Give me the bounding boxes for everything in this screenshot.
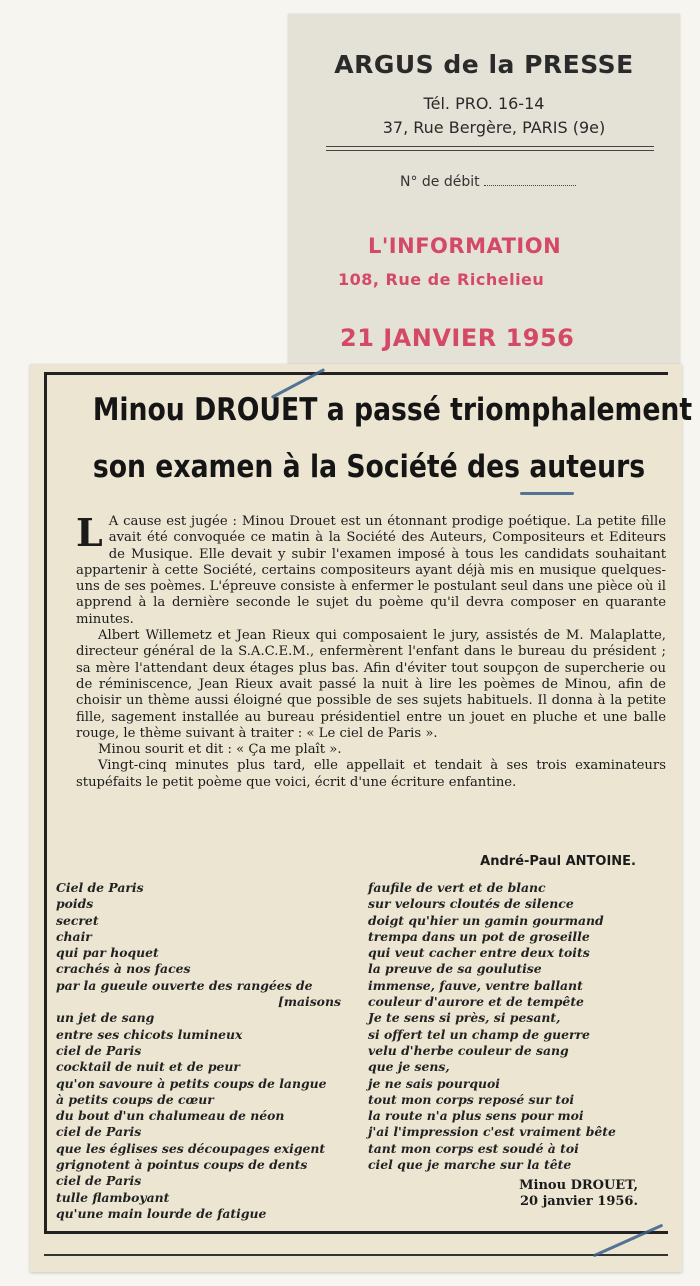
poem-line: tant mon corps est soudé à toi (368, 1140, 579, 1156)
poem-line: trempa dans un pot de groseille (368, 928, 590, 944)
poem-line: qui veut cacher entre deux toits (368, 945, 590, 961)
article-author: André-Paul ANTOINE. (480, 854, 636, 869)
poem-line: par la gueule ouverte des rangées de (56, 977, 313, 993)
poem-line: ciel que je marche sur la tête (368, 1157, 572, 1173)
poem-line: chair (56, 928, 92, 944)
article-paragraph-text: A cause est jugée : Minou Drouet est un étonnant prodige poétique. La petite fille avait été convoquée ce matin à la Société des Auteurs, Compositeurs et Editeurs de Musique. Elle devait y subir l'examen imposé à tous les candidats souhaitant appartenir à cette Société, certains compositeurs ayant déjà mis en musique quelques-uns de ses poèmes. L'épreuve consiste à enfermer le postulant seul dans une pièce où il apprend à la dernière seconde le sujet du poème qu'il devra composer en quarante minutes. (76, 514, 666, 627)
poem-line: grignotent à pointus coups de dents (56, 1157, 308, 1173)
poem-line: ciel de Paris (56, 1173, 142, 1189)
stamp-newspaper-address: 108, Rue de Richelieu (338, 270, 545, 289)
frame-rule-bottom-outer (44, 1254, 668, 1256)
argus-telephone: Tél. PRO. 16-14 (423, 94, 545, 113)
debit-label: N° de débit (400, 174, 480, 190)
poem-signature (519, 1178, 638, 1210)
frame-rule-bottom (44, 1231, 668, 1234)
poem-line: poids (56, 896, 94, 912)
headline-line-2: son examen à la Société des auteurs (92, 449, 646, 485)
poem-line: couleur d'aurore et de tempête (368, 994, 584, 1010)
article-paragraph: Albert Willemetz et Jean Rieux qui composaient le jury, assistés de M. Malaplatte, directeur général de la S.A.C.E.M., enfermèrent l'enfant dans le bureau du président ; sa mère l'attendant deux étages plus bas. Afin d'éviter tout soupçon de supercherie ou de réminiscence, Jean Rieux avait passé la nuit à lire les poèmes de Minou, afin de choisir un thème aussi éloigné que possible de ses sujets habituels. Il donna à la petite fille, sagement installée au bureau présidentiel entre un jouet en pluche et une balle rouge, le thème suivant à traiter : « Le ciel de Paris ». (76, 628, 666, 741)
poem-line: doigt qu'hier un gamin gourmand (368, 912, 604, 928)
poem-line: Je te sens si près, si pesant, (368, 1010, 561, 1026)
poem-line: je ne sais pourquoi (368, 1075, 500, 1091)
poem-line: entre ses chicots lumineux (56, 1026, 243, 1042)
debit-field (400, 174, 576, 190)
poem-line: que les églises ses découpages exigent (56, 1140, 326, 1156)
article-paragraph: Minou sourit et dit : « Ça me plaît ». (98, 742, 342, 758)
headline-line-1: Minou DROUET a passé triomphalement (92, 392, 693, 428)
pencil-mark (593, 1224, 664, 1258)
poem-line: qu'on savoure à petits coups de langue (56, 1075, 327, 1091)
argus-divider-2 (326, 150, 654, 151)
poem-line: la preuve de sa goulutise (368, 961, 542, 977)
poem-line: que je sens, (368, 1059, 450, 1075)
signature-date: 20 janvier 1956. (519, 1194, 638, 1209)
poem-line: à petits coups de cœur (56, 1091, 214, 1107)
argus-label (288, 14, 680, 366)
poem-line: un jet de sang (56, 1010, 155, 1026)
poem-column-right (368, 880, 616, 1173)
poem-line: tout mon corps reposé sur toi (368, 1091, 575, 1107)
poem-column-left (56, 880, 341, 1222)
poem-line: qu'une main lourde de fatigue (56, 1205, 267, 1221)
frame-rule-top (46, 372, 668, 375)
poem-line: crachés à nos faces (56, 961, 191, 977)
poem-line: Ciel de Paris (56, 880, 144, 895)
poem-line: sur velours cloutés de silence (368, 896, 574, 912)
frame-rule-left (44, 372, 47, 1234)
poem-line: j'ai l'impression c'est vraiment bête (368, 1124, 616, 1140)
argus-divider (326, 146, 654, 147)
article-body (76, 510, 666, 791)
pencil-underline (520, 492, 574, 495)
poem-line: velu d'herbe couleur de sang (368, 1042, 569, 1058)
poem-line: la route n'a plus sens pour moi (368, 1108, 584, 1124)
article-paragraph: Vingt-cinq minutes plus tard, elle appellait et tendait à ses trois examinateurs stupéfaits le petit poème que voici, écrit d'une écriture enfantine. (76, 758, 666, 790)
poem-line: du bout d'un chalumeau de néon (56, 1108, 285, 1124)
debit-dotted-line (484, 185, 576, 186)
newspaper-clipping (30, 364, 693, 1272)
argus-address: 37, Rue Bergère, PARIS (9e) (382, 118, 606, 137)
argus-title: ARGUS de la PRESSE (334, 50, 634, 79)
article-paragraph (76, 510, 666, 628)
stamp-date: 21 JANVIER 1956 (340, 324, 575, 352)
poem-line: faufile de vert et de blanc (368, 880, 546, 895)
poem-line: si offert tel un champ de guerre (368, 1026, 590, 1042)
poem-line: immense, fauve, ventre ballant (368, 977, 583, 993)
poem-line: ciel de Paris (56, 1124, 142, 1140)
poem-line: ciel de Paris (56, 1042, 142, 1058)
stamp-newspaper-name: L'INFORMATION (368, 234, 562, 258)
poem-line: secret (56, 912, 99, 928)
poem-line: tulle flamboyant (56, 1189, 170, 1205)
poem-line: qui par hoquet (56, 945, 159, 961)
signature-name: Minou DROUET, (519, 1178, 638, 1193)
poem-line: [maisons (278, 994, 341, 1010)
poem-line: cocktail de nuit et de peur (56, 1059, 240, 1075)
drop-cap: L (76, 510, 103, 555)
